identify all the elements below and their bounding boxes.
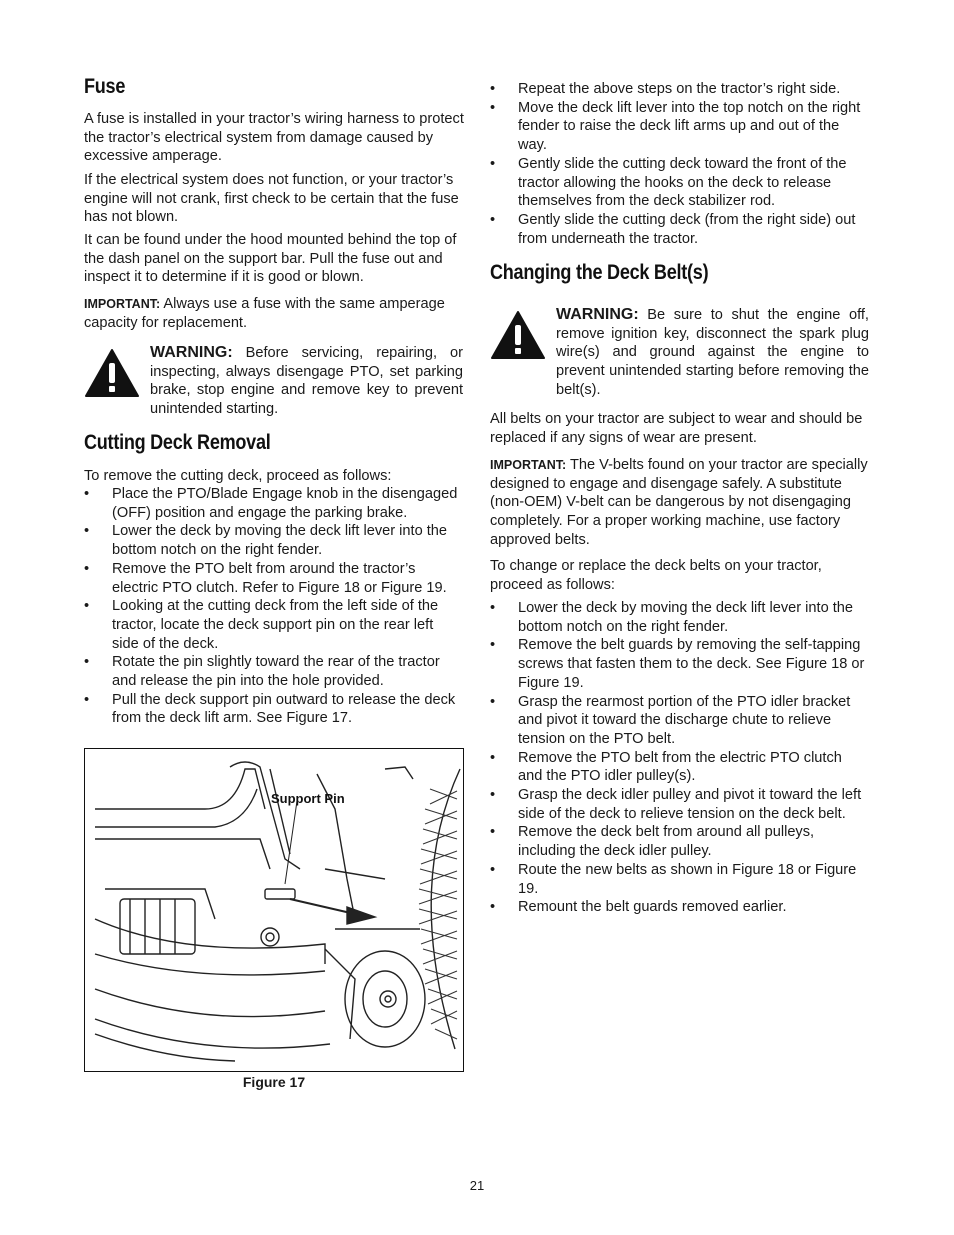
fuse-important-note (84, 295, 464, 332)
list-item: • Remove the PTO belt from the electric PTO clutch and the PTO idler pulley(s). (490, 749, 870, 786)
removal-steps-list (84, 485, 464, 728)
list-item: • Pull the deck support pin outward to release the deck from the deck lift arm. See Figure 17. (84, 691, 464, 728)
list-item: • Remove the PTO belt from around the tractor’s electric PTO clutch. Refer to Figure 18 or Figure 19. (84, 560, 464, 597)
cutting-deck-removal-heading: Cutting Deck Removal (84, 431, 271, 454)
important-label: IMPORTANT: (84, 297, 161, 311)
warning-triangle-icon (490, 310, 546, 360)
list-item: • Repeat the above steps on the tractor’s right side. (490, 80, 870, 99)
list-item: • Lower the deck by moving the deck lift lever into the bottom notch on the right fender. (490, 599, 870, 636)
list-item: • Place the PTO/Blade Engage knob in the disengaged (OFF) position and engage the parking brake. (84, 485, 464, 522)
list-item: • Looking at the cutting deck from the left side of the tractor, locate the deck support pin on the rear left side of the deck. (84, 597, 464, 653)
belts-warning (556, 306, 869, 400)
warning-label: WARNING: (150, 344, 233, 361)
warning-triangle-icon (84, 348, 140, 398)
belts-important-note (490, 456, 870, 550)
list-item: • Grasp the deck idler pulley and pivot it toward the left side of the deck to relieve tension on the deck belt. (490, 786, 870, 823)
important-text: Always use a fuse with the same amperage capacity for replacement. (84, 296, 445, 331)
page-number: 21 (469, 1178, 485, 1193)
fuse-warning (150, 344, 463, 419)
list-item: • Route the new belts as shown in Figure 18 or Figure 19. (490, 861, 870, 898)
warning-text: Before servicing, repairing, or inspecting, always disengage PTO, set parking brake, stop engine and remove key to prevent unintended starting. (150, 345, 463, 418)
warning-text: Be sure to shut the engine off, remove ignition key, disconnect the spark plug wire(s) and ground against the engine to prevent unintended starting before removing the belt(s). (556, 307, 869, 398)
list-item: • Remove the deck belt from around all pulleys, including the deck idler pulley. (490, 823, 870, 860)
belts-paragraph-1: All belts on your tractor are subject to wear and should be replaced if any signs of wear are present. (490, 411, 863, 446)
figure-17-illustration (84, 748, 464, 1072)
fuse-paragraph-1: A fuse is installed in your tractor’s wiring harness to protect the tractor’s electrical system from damage caused by excessive amperage. (84, 111, 464, 165)
removal-steps-continued-list (490, 80, 870, 248)
list-item: • Gently slide the cutting deck (from the right side) out from underneath the tractor. (490, 211, 870, 248)
list-item: • Remount the belt guards removed earlier. (490, 898, 870, 917)
removal-intro: To remove the cutting deck, proceed as follows: (84, 468, 392, 484)
important-text: The V-belts found on your tractor are specially designed to engage and disengage safely. A substitute (non-OEM) V-belt can be dangerous by not disengaging completely. For a proper working machine, use factory approved belts. (490, 457, 868, 548)
list-item: • Grasp the rearmost portion of the PTO idler bracket and pivot it toward the discharge chute to relieve tension on the PTO belt. (490, 693, 870, 749)
figure-caption: Figure 17 (242, 1074, 306, 1090)
list-item: • Remove the belt guards by removing the self-tapping screws that fasten them to the deck. See Figure 18 or Figure 19. (490, 636, 870, 692)
list-item: • Rotate the pin slightly toward the rear of the tractor and release the pin into the hole provided. (84, 653, 464, 690)
fuse-heading: Fuse (84, 75, 126, 98)
list-item: • Move the deck lift lever into the top notch on the right fender to raise the deck lift arms up and out of the way. (490, 99, 870, 155)
fuse-paragraph-2: If the electrical system does not function, or your tractor’s engine will not crank, first check to be certain that the fuse has not blown. (84, 172, 459, 226)
belts-intro: To change or replace the deck belts on your tractor, proceed as follows: (490, 558, 822, 593)
warning-label: WARNING: (556, 306, 639, 323)
fuse-paragraph-3: It can be found under the hood mounted behind the top of the dash panel on the support bar. Pull the fuse out and inspect it to determine if it is good or blown. (84, 232, 457, 286)
important-label: IMPORTANT: (490, 458, 567, 472)
deck-support-pin-drawing (85, 749, 462, 1070)
belts-steps-list (490, 599, 870, 917)
support-pin-label: Support Pin (271, 791, 345, 806)
list-item: • Gently slide the cutting deck toward the front of the tractor allowing the hooks on the deck to release themselves from the deck stabilizer rod. (490, 155, 870, 211)
changing-deck-belts-heading: Changing the Deck Belt(s) (490, 261, 709, 284)
list-item: • Lower the deck by moving the deck lift lever into the bottom notch on the right fender. (84, 522, 464, 559)
